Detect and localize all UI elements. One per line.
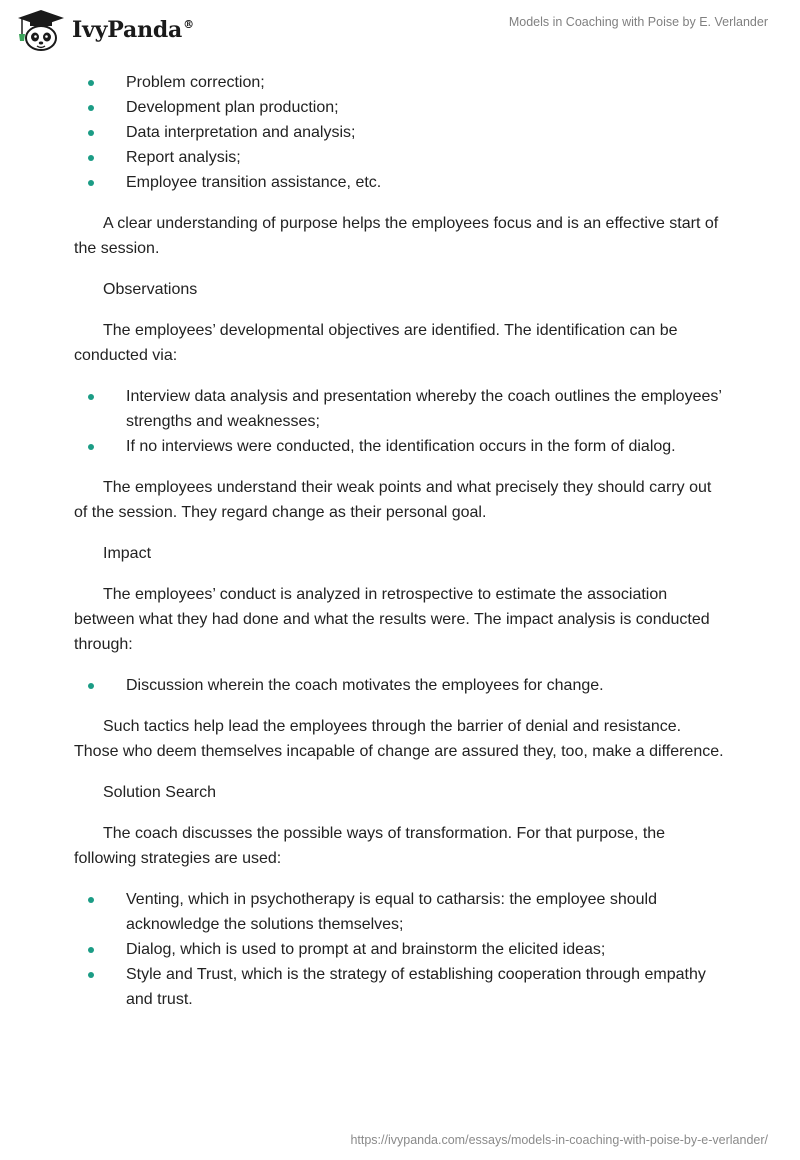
list-item [74, 937, 724, 962]
list-item-text: Report analysis; [126, 149, 241, 166]
list-item [74, 434, 724, 459]
identification-list [74, 384, 724, 459]
list-item-text: Venting, which in psychotherapy is equal to catharsis: the employee should acknowledge the solutions themselves; [126, 891, 657, 933]
list-item [74, 887, 724, 937]
bullet-icon [88, 155, 94, 161]
bullet-icon [88, 180, 94, 186]
paragraph-purpose: A clear understanding of purpose helps the employees focus and is an effective start of the session. [74, 215, 719, 257]
list-item [74, 70, 724, 95]
essay-body [74, 70, 724, 1028]
section-heading-solution-search: Solution Search [103, 784, 216, 801]
list-item-text: Employee transition assistance, etc. [126, 174, 382, 191]
section-heading-impact: Impact [103, 545, 152, 562]
bullet-icon [88, 972, 94, 978]
bullet-icon [88, 394, 94, 400]
list-item [74, 962, 724, 1012]
list-item [74, 120, 724, 145]
logo-name: IvyPanda [72, 17, 183, 43]
paragraph-transformation: The coach discusses the possible ways of transformation. For that purpose, the following strategies are used: [74, 825, 666, 867]
list-item-text: Interview data analysis and presentation whereby the coach outlines the employees’ strengths and weaknesses; [126, 388, 722, 430]
logo-wordmark [72, 17, 194, 43]
paragraph-tactics: Such tactics help lead the employees through the barrier of denial and resistance. Those who deem themselves incapable of change are assured they, too, make a difference. [74, 718, 724, 760]
list-item-text: Data interpretation and analysis; [126, 124, 356, 141]
bullet-icon [88, 105, 94, 111]
section-heading-observations: Observations [103, 281, 198, 298]
list-item [74, 145, 724, 170]
source-url-link[interactable]: https://ivypanda.com/essays/models-in-coaching-with-poise-by-e-verlander/ [350, 1133, 768, 1147]
bullet-icon [88, 683, 94, 689]
list-item-text: Dialog, which is used to prompt at and brainstorm the elicited ideas; [126, 941, 606, 958]
list-item [74, 384, 724, 434]
strategies-list [74, 887, 724, 1012]
panda-graduate-icon [14, 8, 68, 52]
bullet-icon [88, 80, 94, 86]
document-running-title: Models in Coaching with Poise by E. Verlander [508, 15, 768, 29]
list-item [74, 673, 724, 698]
list-item-text: Development plan production; [126, 99, 339, 116]
impact-list [74, 673, 724, 698]
list-item [74, 170, 724, 195]
paragraph-objectives: The employees’ developmental objectives are identified. The identification can be conducted via: [74, 322, 678, 364]
list-item-text: Style and Trust, which is the strategy of establishing cooperation through empathy and trust. [126, 966, 706, 1008]
registered-mark: ® [183, 18, 194, 31]
bullet-icon [88, 444, 94, 450]
purpose-list [74, 70, 724, 195]
bullet-icon [88, 897, 94, 903]
ivypanda-logo[interactable] [14, 8, 194, 52]
bullet-icon [88, 947, 94, 953]
list-item [74, 95, 724, 120]
paragraph-conduct: The employees’ conduct is analyzed in retrospective to estimate the association between what they had done and what the results were. The impact analysis is conducted through: [74, 586, 710, 653]
bullet-icon [88, 130, 94, 136]
list-item-text: Discussion wherein the coach motivates the employees for change. [126, 677, 604, 694]
paragraph-weak-points: The employees understand their weak points and what precisely they should carry out of the session. They regard change as their personal goal. [74, 479, 712, 521]
list-item-text: Problem correction; [126, 74, 265, 91]
page-header [0, 0, 800, 60]
list-item-text: If no interviews were conducted, the identification occurs in the form of dialog. [126, 438, 676, 455]
